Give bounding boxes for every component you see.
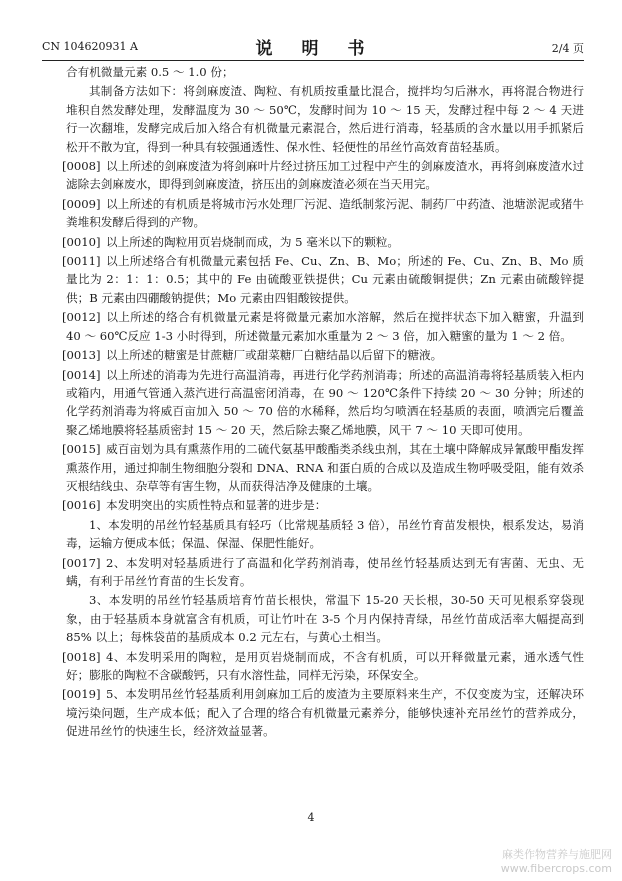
paragraph-text: 其制备方法如下：将剑麻废渣、陶粒、有机质按重量比混合，搅拌均匀后淋水，再将混合物进行堆积自然发酵处理，发酵温度为 30 ～ 50℃，发酵时间为 10 ～ 15 天，发酵过程中每 2 ～ 4 天进行一次翻堆，发酵完成后加入络合有机微量元素混合，然后进行消毒，轻基质的含水量以用手抓紧后松开不散为宜，得到一种具有较强通透性、保水性、轻便性的吊丝竹高效育苗轻基质。 [66,84,584,154]
page-number: 4 [307,811,315,824]
paragraph-number: [0013] [62,348,101,363]
paragraph-text: 2、本发明对轻基质进行了高温和化学药剂消毒，使吊丝竹轻基质达到无有害菌、无虫、无螨，有利于吊丝竹育苗的生长发育。 [66,555,584,588]
paragraph-number: [0018] [62,649,101,664]
paragraph [62,252,584,307]
paragraph-number: [0010] [62,234,101,249]
paragraph [62,157,584,194]
paragraph-text: 威百亩划为具有熏蒸作用的二硫代氨基甲酸酯类杀线虫剂，其在土壤中降解成异氰酸甲酯发挥熏蒸作用，通过抑制生物细胞分裂和 DNA、RNA 和蛋白质的合成以及造成生物呼吸受阻，能有效杀灭根结线虫、杂草等有害生物，从而获得洁净及健康的土壤。 [66,442,584,493]
paragraph-text: 以上所述的络合有机微量元素是将微量元素加水溶解，然后在搅拌状态下加入糖蜜，升温到 40 ～ 60℃反应 1-3 小时得到，所述微量元素加水重量为 2 ～ 3 倍，加入糖蜜的量为 1 ～ 2 倍。 [66,310,584,343]
paragraph [66,591,584,646]
page-header [42,34,584,59]
paragraph [62,195,584,232]
paragraph [66,516,584,553]
paragraph-text: 4、本发明采用的陶粒，是用页岩烧制而成，不含有机质，可以开释微量元素，通水透气性好；膨胀的陶粒不含碳酸钙，只有水溶性盐，同样无污染，环保安全。 [66,649,584,682]
paragraph-text: 以上所述的剑麻废渣为将剑麻叶片经过挤压加工过程中产生的剑麻废渣水，再将剑麻废渣水过滤除去剑麻废水，即得到剑麻废渣，挤压出的剑麻废渣必须在当天用完。 [66,159,584,192]
paragraph-number: [0009] [62,196,101,211]
watermark-line1: 麻类作物营养与施肥网 [502,848,612,861]
paragraph [62,233,584,251]
paragraph-text: 以上所述的有机质是将城市污水处理厂污泥、造纸制浆污泥、制药厂中药渣、池塘淤泥或猪牛粪堆积发酵后得到的产物。 [66,196,584,230]
paragraph-number: [0012] [62,310,101,325]
paragraph [66,63,584,81]
paragraph [62,648,584,685]
header-rule [42,60,584,61]
paragraph-text: 1、本发明的吊丝竹轻基质具有轻巧（比常规基质轻 3 倍），吊丝竹育苗发根快，根系发达，易消毒，运输方便成本低；保温、保湿、保肥性能好。 [66,517,584,551]
paragraph [62,346,584,364]
document-body [62,63,584,742]
watermark [501,848,612,876]
paragraph-text: 以上所述的陶粒用页岩烧制而成，为 5 毫米以下的颗粒。 [106,234,399,249]
paragraph [62,440,584,495]
paragraph-text: 5、本发明吊丝竹轻基质利用剑麻加工后的废渣为主要原料来生产，不仅变废为宝，还解决环境污染问题，生产成本低；配入了合理的络合有机微量元素养分，能够快速补充吊丝竹的营养成分，促进吊丝竹的快速生长，经济效益显著。 [66,687,584,739]
paragraph-text: 以上所述络合有机微量元素包括 Fe、Cu、Zn、B、Mo；所述的 Fe、Cu、Zn、B、Mo 质量比为 2：1：1：0.5；其中的 Fe 由硫酸亚铁提供；Cu 元素由硫酸铜提供；Zn 元素由硫酸锌提供；B 元素由四硼酸钠提供；Mo 元素由四钼酸铵提供。 [66,254,584,305]
paragraph [62,308,584,345]
paragraph [62,554,584,591]
paragraph [62,685,584,740]
paragraph-text: 以上所述的消毒为先进行高温消毒，再进行化学药剂消毒；所述的高温消毒将轻基质装入柜内或箱内，用通气管通入蒸汽进行高温密闭消毒，在 90 ～ 120℃条件下持续 20 ～ 30 分钟；所述的化学药剂消毒为将威百亩加入 50 ～ 70 倍的水稀释，然后均匀喷洒在轻基质的表面，喷洒完后覆盖聚乙烯地膜将轻基质密封 15 ～ 20 天，然后除去聚乙烯地膜，风干 7 ～ 10 天即可使用。 [66,367,584,437]
page-indicator: 2/4 页 [551,42,584,55]
paragraph-number: [0008] [62,159,101,174]
paragraph-text: 合有机微量元素 0.5 ～ 1.0 份； [66,65,234,79]
paragraph [62,496,584,514]
paragraph [66,82,584,156]
paragraph-text: 3、本发明的吊丝竹轻基质培育竹苗长根快，常温下 15-20 天长根，30-50 天可见根系穿袋现象，由于轻基质本身就富含有机质，可让竹叶在 3-5 个月内保持青绿，吊丝竹苗成活率大幅提高到 85% 以上；每株袋苗的基质成本 0.2 元左右，与黄心土相当。 [66,593,584,645]
paragraph-number: [0011] [62,254,101,269]
paragraph-text: 本发明突出的实质性特点和显著的进步是： [106,498,327,513]
document-id: CN 104620931 A [42,40,138,53]
paragraph-number: [0017] [62,555,101,570]
watermark-line2: www.fibercrops.com [500,862,612,875]
paragraph-number: [0014] [62,367,101,382]
paragraph-number: [0015] [62,442,101,457]
document-title: 说 明 书 [255,39,371,59]
paragraph [62,366,584,440]
paragraph-text: 以上所述的糖蜜是甘蔗糖厂或甜菜糖厂白糖结晶以后留下的糖液。 [106,348,443,363]
paragraph-number: [0019] [62,687,101,702]
paragraph-number: [0016] [62,498,101,513]
